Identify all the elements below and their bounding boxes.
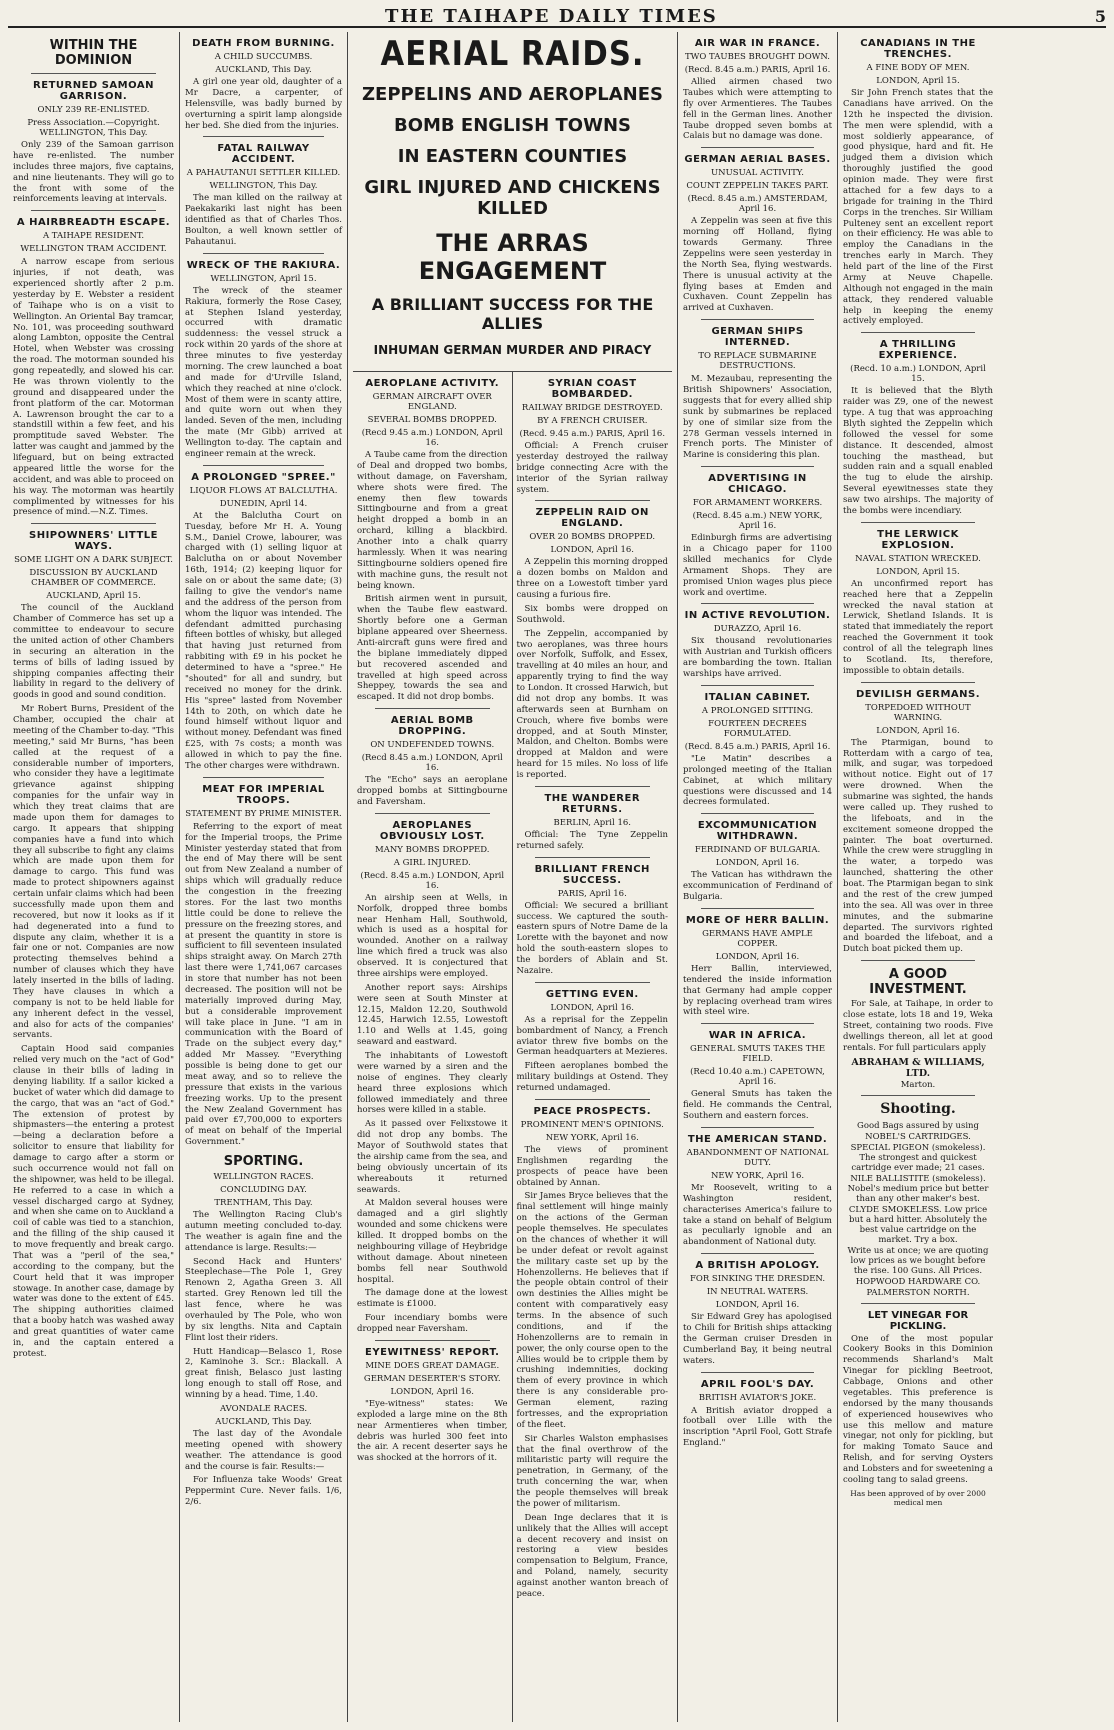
article-headline: DEATH FROM BURNING. bbox=[192, 38, 335, 49]
ad-shooting-line: SPECIAL PIGEON (smokeless). The strongest and quickest cartridge ever made; 21 cases. bbox=[850, 1142, 986, 1173]
article-paragraph: M. Mezaubau, representing the British Shipowners' Association, suggests that for every allied ship sunk by submarines be replaced by one of similar size from the 278 German vessels interned in French ports. The Minister of Marine is considering this plan. bbox=[683, 374, 832, 461]
article-headline: THE WANDERER RETURNS. bbox=[544, 792, 641, 815]
column-center bbox=[348, 32, 678, 1722]
article-subheadline: GERMAN DESERTER'S STORY. bbox=[363, 1373, 501, 1384]
article-paragraph: The Zeppelin, accompanied by two aeroplanes, was three hours over Norfolk, Suffolk, and Essex, travelling at 40 miles an hour, and apparently trying to find the way to London. It crossed Harwich, but did not drop any bombs. It was afterwards seen at Burnham on Crouch, where five bombs were dropped, and at South Minster, Maldon, and Chelton. Bombs were dropped at Maldon and were heard for 15 miles. No loss of life is reported. bbox=[516, 628, 668, 780]
article-paragraph: At Maldon several houses were damaged and a girl slightly wounded and some chickens were killed. It dropped bombs on the neighbouring village of Heybridge without damage. About nineteen bombs fell near Southwold hospital. bbox=[357, 1198, 508, 1285]
ad-shooting-line: NOBEL'S CARTRIDGES. bbox=[865, 1131, 971, 1142]
article-subheadline: UNUSUAL ACTIVITY. bbox=[710, 168, 805, 179]
headline-allies: A BRILLIANT SUCCESS FOR THE ALLIES bbox=[371, 295, 654, 333]
column-5-news bbox=[843, 38, 993, 955]
article-subheadline: TORPEDOED WITHOUT WARNING. bbox=[865, 702, 971, 723]
headline-sub-4: GIRL INJURED AND CHICKENS KILLED bbox=[364, 177, 661, 219]
column-5 bbox=[838, 32, 998, 1722]
headline-sub-1: ZEPPELINS AND AEROPLANES bbox=[362, 84, 663, 105]
article-paragraph: A Zeppelin was seen at five this morning off Holland, flying towards Germany. Three Zeppelins were seen yesterday in the North Sea, flying westwards. There is unusual activity at the flying bases at Emden and Cuxhaven. Count Zeppelin has arrived at Cuxhaven. bbox=[683, 216, 832, 314]
article-paragraph: Allied airmen chased two Taubes which were attempting to fly over Armentieres. The Taubes fell in the German lines. Another Taube dropped seven bombs at Calais but no damage was done. bbox=[683, 77, 832, 142]
divider bbox=[375, 813, 490, 814]
article-paragraph: Sir John French states that the Canadians have arrived. On the 12th he inspected the division. The men were splendid, with a most soldierly appearance, of good physique, hard and fit. He judged them a division which thoroughly justified the good opinion made. They were first attached for a few days to a brigade for training in the Third Corps in the trenches. Sir William Pulteney sent an excellent report on their efficiency. He was able to employ the Canadians in the trenches early in March. They held part of the line of the First Army at Neuve Chapelle. Although not engaged in the main attack, they rendered valuable help in keeping the enemy actively employed. bbox=[843, 88, 993, 327]
divider bbox=[861, 522, 975, 523]
divider bbox=[203, 777, 324, 778]
article-paragraph: Second Hack and Hunters' Steeplechase—The Pole 1, Grey Renown 2, Agatha Green 3. All started. Grey Renown led till the last fence, where he was overhauled by The Pole, who won by six lengths. Nita and Captain Flint lost their riders. bbox=[185, 1256, 342, 1343]
article-paragraph: The "Echo" says an aeroplane dropped bombs at Sittingbourne and Faversham. bbox=[357, 775, 508, 807]
article-dateline: BERLIN, April 16. bbox=[553, 817, 631, 828]
article-subheadline: ABANDONMENT OF NATIONAL DUTY. bbox=[686, 1147, 829, 1168]
article-dateline: (Recd. 10 a.m.) LONDON, April 15. bbox=[850, 364, 986, 385]
ad-investment-place: Marton. bbox=[900, 1079, 936, 1090]
article-paragraph: General Smuts has taken the field. He commands the Central, Southern and eastern forces. bbox=[683, 1089, 832, 1121]
divider bbox=[861, 960, 975, 961]
center-left-column bbox=[353, 372, 513, 1722]
article-subheadline: AVONDALE RACES. bbox=[219, 1403, 308, 1414]
article-dateline: AUCKLAND, This Day. bbox=[215, 1416, 312, 1427]
article-headline: A PROLONGED "SPREE." bbox=[191, 471, 336, 483]
article-subheadline: TWO TAUBES BROUGHT DOWN. bbox=[684, 52, 831, 62]
article-subheadline: PROMINENT MEN'S OPINIONS. bbox=[520, 1119, 664, 1130]
article-dateline: AUCKLAND, April 15. bbox=[46, 591, 141, 602]
divider bbox=[701, 466, 814, 467]
article-paragraph: An airship seen at Wells, in Norfolk, dropped three bombs near Henham Hall, Southwold, which is used as a hospital for wounded. Another on a railway line which fired a truck was also observed. It is conjectured that three airships were employed. bbox=[357, 892, 508, 979]
article-headline: RETURNED SAMOAN GARRISON. bbox=[33, 80, 154, 102]
article-headline: ZEPPELIN RAID ON ENGLAND. bbox=[535, 507, 649, 530]
ad-shooting-line: Write us at once; we are quoting low prices as we bought before the rise. 100 Guns. All Prices. bbox=[847, 1245, 989, 1276]
article-headline: DEVILISH GERMANS. bbox=[855, 688, 981, 700]
divider bbox=[861, 1095, 975, 1096]
divider bbox=[375, 1340, 490, 1341]
article-dateline: NEW YORK, April 16. bbox=[710, 1170, 805, 1181]
article-subheadline: COUNT ZEPPELIN TAKES PART. bbox=[686, 181, 829, 192]
article-subheadline: ON UNDEFENDED TOWNS. bbox=[370, 740, 495, 751]
article-dateline: (Recd. 8.45 a.m.) PARIS, April 16. bbox=[684, 741, 831, 752]
masthead bbox=[8, 6, 1106, 28]
article-headline: AEROPLANE ACTIVITY. bbox=[365, 378, 500, 389]
article-subheadline: NAVAL STATION WRECKED. bbox=[855, 553, 981, 564]
article-subheadline: LIQUOR FLOWS AT BALCLUTHA. bbox=[189, 485, 338, 496]
article-dateline: WELLINGTON, April 15. bbox=[210, 273, 317, 284]
divider bbox=[701, 908, 814, 909]
article-headline: WRECK OF THE RAKIURA. bbox=[186, 259, 341, 271]
divider bbox=[861, 1303, 975, 1304]
divider bbox=[701, 147, 814, 148]
divider bbox=[535, 857, 651, 858]
article-paragraph: Captain Hood said companies relied very much on the "act of God" clause in their bills of lading in denying liability. If a sailor kicked a bucket of water which did damage to the cargo, that was an "act of God." The extension of protest by shipmasters—the entering a protest—being a declaration before a solicitor to ensure that liability for damage to cargo after a storm or such occurrence would not fall on the shipowner, was held to be illegal. He referred to a case in which a vessel discharged cargo at Sydney, and when she came on to Auckland a coil of cable was tied to a stanchion, and the filling of the ship caused it to move frequently and break cargo. That was a "peril of the sea," according to the company, but the Court held that it was improper stowage. In another case, damage by water was done to the extent of £45. The shipping authorities claimed that a booby hatch was washed away and great quantities of water came in, and the captain entered a protest. bbox=[13, 1044, 174, 1359]
article-paragraph: The Ptarmigan, bound to Rotterdam with a cargo of tea, milk, and sugar, was torpedoed without notice. Eight out of 17 were drowned. When the submarine was sighted, the hands were called up. They rushed to the lifeboats, and in the excitement someone dropped the painter. The boat overturned. While the crew were struggling in the water, a torpedo was launched, shattering the other boat. The Ptarmigan began to sink and the rest of the crew jumped into the sea. All was over in three minutes, and the submarine departed. The survivors righted and boarded the lifeboat, and a Dutch boat picked them up. bbox=[843, 737, 993, 955]
article-paragraph: Another report says: Airships were seen at South Minster at 12.15, Maldon 12.20, Southwold 12.45, Harwich 12.55, Lowestoft 1.10 and Wells at 1.45, going seaward and eastward. bbox=[357, 982, 508, 1048]
headline-main: AERIAL RAIDS. bbox=[380, 34, 645, 74]
article-dateline: (Recd. 9.45 a.m.) PARIS, April 16. bbox=[519, 429, 666, 439]
section-headline: WITHIN THE DOMINION bbox=[49, 38, 138, 68]
article-dateline: DUNEDIN, April 14. bbox=[219, 498, 308, 509]
article-paragraph: Edinburgh firms are advertising in a Chicago paper for 1100 skilled mechanics for Clyde Armament Shops. They are promised Union wages plus piece work and overtime. bbox=[683, 533, 832, 598]
article-subheadline: MINE DOES GREAT DAMAGE. bbox=[365, 1360, 500, 1371]
article-paragraph: Sir Edward Grey has apologised to Chili for British ships attacking the German cruiser Dresden in Cumberland Bay, it being neutral waters. bbox=[683, 1312, 832, 1366]
ad-investment-title: A GOOD INVESTMENT. bbox=[869, 967, 967, 998]
article-subheadline: SOME LIGHT ON A DARK SUBJECT. bbox=[14, 555, 173, 566]
divider bbox=[701, 1372, 814, 1373]
article-paragraph: Hutt Handicap—Belasco 1, Rose 2, Kaminohe 3. Scr.: Blackall. A great finish, Belasco just lasting long enough to stall off Rose, and winning by a head. Time, 1.40. bbox=[185, 1346, 342, 1400]
article-dateline: LONDON, April 15. bbox=[876, 566, 960, 577]
article-headline: AIR WAR IN FRANCE. bbox=[694, 38, 821, 49]
article-dateline: (Recd. 8.45 a.m.) NEW YORK, April 16. bbox=[692, 511, 823, 532]
article-paragraph: For Influenza take Woods' Great Peppermint Cure. Never fails. 1/6, 2/6. bbox=[185, 1475, 342, 1508]
divider bbox=[203, 253, 324, 254]
article-subheadline: STATEMENT BY PRIME MINISTER. bbox=[185, 808, 342, 819]
section-headline: SPORTING. bbox=[223, 1154, 304, 1169]
ad-shooting-line: HOPWOOD HARDWARE CO. bbox=[855, 1276, 981, 1287]
article-headline: APRIL FOOL'S DAY. bbox=[700, 1378, 815, 1390]
article-headline: EYEWITNESS' REPORT. bbox=[365, 1346, 500, 1358]
article-dateline: LONDON, April 15. bbox=[876, 76, 960, 86]
divider bbox=[701, 1023, 814, 1024]
columns bbox=[8, 32, 1106, 1722]
article-subheadline: A GIRL INJURED. bbox=[393, 857, 471, 868]
article-paragraph: Official: A French cruiser yesterday destroyed the railway bridge connecting Acre with the interior of the Syrian railway system. bbox=[516, 441, 668, 495]
article-headline: SYRIAN COAST BOMBARDED. bbox=[547, 378, 637, 400]
article-headline: GETTING EVEN. bbox=[545, 988, 639, 1000]
article-subheadline: GENERAL SMUTS TAKES THE FIELD. bbox=[689, 1044, 826, 1065]
article-subheadline: A PAHAUTANUI SETTLER KILLED. bbox=[186, 168, 341, 179]
article-paragraph: Official: The Tyne Zeppelin returned safely. bbox=[516, 829, 668, 851]
article-paragraph: The man killed on the railway at Paekakariki last night has been identified as that of Charles Thos. Boulton, a well known settler of Pahautanui. bbox=[185, 193, 342, 247]
article-paragraph: Only 239 of the Samoan garrison have re-enlisted. The number includes three majors, five captains, and nine lieutenants. They will go to the front with some of the reinforcements leaving at intervals. bbox=[13, 140, 174, 205]
ad-shooting-lines bbox=[843, 1121, 993, 1298]
article-paragraph: A girl one year old, daughter of a Mr Dacre, a carpenter, of Helensville, was badly burned by overturning a spirit lamp alongside her bed. She died from the injuries. bbox=[185, 77, 342, 131]
article-subheadline: IN NEUTRAL WATERS. bbox=[706, 1287, 809, 1298]
divider bbox=[31, 210, 156, 211]
article-paragraph: The council of the Auckland Chamber of Commerce has set up a committee to endeavour to secure the united action of other Chambers in securing an alteration in the terms of bills of lading issued by shipping companies affecting their liability in regard to the delivery of goods in good and sound condition. bbox=[13, 603, 174, 701]
ad-shooting-line: CLYDE SMOKELESS. Low price but a hard hitter. Absolutely the best value cartridge on the market. Try a box. bbox=[848, 1204, 988, 1245]
ad-investment bbox=[843, 967, 993, 1089]
divider bbox=[701, 1253, 814, 1254]
article-headline: SHIPOWNERS' LITTLE WAYS. bbox=[29, 530, 158, 553]
ad-shooting-line: PALMERSTON NORTH. bbox=[866, 1287, 970, 1298]
article-headline: EXCOMMUNICATION WITHDRAWN. bbox=[697, 820, 818, 843]
article-paragraph: The Vatican has withdrawn the excommunication of Ferdinand of Bulgaria. bbox=[683, 870, 832, 902]
article-headline: A THRILLING EXPERIENCE. bbox=[878, 339, 958, 362]
article-dateline: LONDON, April 16. bbox=[550, 545, 634, 556]
article-headline: MORE OF HERR BALLIN. bbox=[685, 914, 830, 926]
divider bbox=[535, 786, 651, 787]
article-subheadline: ONLY 239 RE-ENLISTED. bbox=[37, 105, 150, 115]
divider bbox=[203, 136, 324, 137]
article-paragraph: "Le Matin" describes a prolonged meeting of the Italian Cabinet, at which military questions were discussed and 14 decrees formulated. bbox=[683, 753, 832, 808]
headline-sub-3: IN EASTERN COUNTIES bbox=[397, 146, 628, 167]
article-headline: AERIAL BOMB DROPPING. bbox=[390, 715, 474, 738]
article-paragraph: It is believed that the Blyth raider was Z9, one of the newest type. A tug that was approaching Blyth sighted the Zeppelin which followed the vessel for some distance. It descended, almost touching the masthead, but sudden rain and a squall enabled the tug to elude the airship. Several eyewitnesses state they saw two airships. The majority of the bombs were incendiary. bbox=[843, 386, 993, 516]
article-headline: GERMAN AERIAL BASES. bbox=[684, 154, 831, 166]
article-dateline: NEW YORK, April 16. bbox=[545, 1132, 639, 1143]
article-subheadline: A TAIHAPE RESIDENT. bbox=[42, 231, 145, 242]
divider bbox=[701, 1127, 814, 1128]
article-subheadline: WELLINGTON RACES. bbox=[213, 1172, 314, 1182]
article-dateline: LONDON, April 16. bbox=[715, 858, 800, 869]
ad-shooting-line: NILE BALLISTITE (smokeless). Nobel's medium price but better than any other maker's best. bbox=[847, 1173, 989, 1204]
article-dateline: DURAZZO, April 16. bbox=[713, 624, 802, 635]
article-subheadline: GERMAN AIRCRAFT OVER ENGLAND. bbox=[372, 392, 492, 412]
masthead-title: THE TAIHAPE DAILY TIMES bbox=[385, 6, 718, 27]
article-dateline: (Recd 10.40 a.m.) CAPETOWN, April 16. bbox=[690, 1067, 825, 1088]
divider bbox=[535, 500, 651, 501]
article-dateline: (Recd 8.45 a.m.) LONDON, April 16. bbox=[361, 753, 503, 774]
article-subheadline: BRITISH AVIATOR'S JOKE. bbox=[698, 1392, 817, 1403]
divider bbox=[375, 708, 490, 709]
headline-banner bbox=[353, 32, 672, 371]
headline-piracy: INHUMAN GERMAN MURDER AND PIRACY bbox=[373, 343, 652, 357]
headline-arras: THE ARRAS ENGAGEMENT bbox=[418, 229, 607, 285]
article-headline: IN ACTIVE REVOLUTION. bbox=[684, 610, 831, 622]
article-headline: ADVERTISING IN CHICAGO. bbox=[708, 473, 807, 496]
article-dateline: (Recd 9.45 a.m.) LONDON, April 16. bbox=[361, 428, 503, 448]
divider bbox=[701, 603, 814, 604]
article-headline: MEAT FOR IMPERIAL TROOPS. bbox=[202, 783, 325, 806]
article-paragraph: Mr Robert Burns, President of the Chamber, occupied the chair at meeting of the Chamber to-day. "This meeting," said Mr Burns, "has been called at the request of a considerable number of importers, who consider they have a legitimate grievance against shipping companies for the unfair way in which they treat claims that are made upon them for damages to cargo. It appears that shipping companies have a fund into which they all subscribe to fight any claims which are made upon them for damage to cargo. This fund was made to protect shipowners against certain unfair claims which had been successfully made upon them and recovered, but now it looks as if it had degenerated into a fund to dispute any claim, whether it is a fair one or not. Companies are now protecting themselves behind a number of clauses which they have lately inserted in the bills of lading. They have clauses in which a company is not to be held liable for any inherent defect in the vessel, and also for acts of the companies' servants. bbox=[13, 704, 174, 1041]
divider bbox=[203, 465, 324, 466]
article-paragraph: The wreck of the steamer Rakiura, formerly the Rose Casey, at Stephen Island yesterday, occurred with dramatic suddenness: the vessel struck a rock within 20 yards of the shore at three minutes to five yesterday morning. The crew launched a boat and made for d'Urville Island, which they reached at nine o'clock. Most of them were in scanty attire, and quite worn out when they landed. Seven of the men, including the mate (Mr Gibb) arrived at Wellington to-day. The captain and engineer remain at the wreck. bbox=[185, 285, 342, 459]
article-paragraph: The damage done at the lowest estimate is £1000. bbox=[357, 1288, 508, 1310]
article-dateline: LONDON, April 16. bbox=[550, 1002, 634, 1013]
divider bbox=[701, 685, 814, 686]
headline-sub-2: BOMB ENGLISH TOWNS bbox=[394, 115, 631, 136]
article-subheadline: FOURTEEN DECREES FORMULATED. bbox=[708, 718, 807, 739]
article-headline: AEROPLANES OBVIOUSLY LOST. bbox=[379, 819, 485, 842]
article-subheadline: FERDINAND OF BULGARIA. bbox=[694, 845, 821, 856]
article-paragraph: A British aviator dropped a football over Lille with the inscription "April Fool, Gott Strafe England." bbox=[683, 1405, 832, 1449]
page-number: 5 bbox=[1094, 7, 1106, 26]
article-paragraph: The Wellington Racing Club's autumn meeting concluded to-day. The weather is again fine and the attendance is large. Results:— bbox=[185, 1210, 342, 1253]
article-dateline: WELLINGTON, This Day. bbox=[209, 181, 318, 192]
article-paragraph: Sir Charles Walston emphasises that the final overthrow of the militaristic party will require the penetration, in Germany, of the truth concerning the war, when the people themselves will break the power of militarism. bbox=[516, 1433, 668, 1509]
article-subheadline: A PROLONGED SITTING. bbox=[701, 705, 814, 716]
ad-vinegar-text: One of the most popular Cookery Books in this Dominion recommends Sharland's Malt Vinegar for pickling Beetroot, Cabbage, Onions and other vegetables. This preference is endorsed by the many thousands of experienced housewives who use this mellow and mature vinegar, not only for pickling, but for making Tomato Sauce and Relish, and for serving Oysters and Lobsters and for sweetening a cooling tang to salad greens. bbox=[843, 1333, 993, 1485]
article-headline: PEACE PROSPECTS. bbox=[533, 1105, 652, 1117]
article-dateline: (Recd. 8.45 a.m.) LONDON, April 16. bbox=[360, 870, 505, 891]
ad-vinegar bbox=[843, 1310, 993, 1507]
divider bbox=[701, 813, 814, 814]
article-subheadline: TO REPLACE SUBMARINE DESTRUCTIONS. bbox=[698, 351, 817, 372]
article-subheadline: RAILWAY BRIDGE DESTROYED. bbox=[521, 403, 663, 413]
article-paragraph: Fifteen aeroplanes bombed the military buildings at Ostend. They returned undamaged. bbox=[516, 1061, 668, 1093]
ad-vinegar-title: LET VINEGAR FOR PICKLING. bbox=[867, 1309, 969, 1332]
article-headline: ITALIAN CABINET. bbox=[704, 691, 811, 703]
divider bbox=[861, 332, 975, 333]
article-subheadline: A CHILD SUCCUMBS. bbox=[214, 52, 313, 62]
column-2 bbox=[180, 32, 348, 1722]
article-headline: A HAIRBREADTH ESCAPE. bbox=[16, 217, 171, 229]
article-headline: THE LERWICK EXPLOSION. bbox=[877, 528, 959, 551]
article-paragraph: Mr Roosevelt, writing to a Washington resident, characterises America's failure to take a stand on behalf of Belgium as peculiarly ignoble and an abandonment of National duty. bbox=[683, 1182, 832, 1248]
article-subheadline: BY A FRENCH CRUISER. bbox=[537, 416, 648, 426]
divider bbox=[535, 982, 651, 983]
ad-footer-note: Has been approved of by over 2000 medical men bbox=[850, 1488, 986, 1507]
article-paragraph: Herr Ballin, interviewed, tendered the inside information that Germany had ample copper by replacing overhead tram wires with steel wire. bbox=[683, 963, 832, 1018]
article-dateline: LONDON, April 16. bbox=[715, 1300, 800, 1311]
article-headline: THE AMERICAN STAND. bbox=[687, 1133, 828, 1145]
article-subheadline: WELLINGTON TRAM ACCIDENT. bbox=[20, 244, 167, 255]
ad-shooting-title: Shooting. bbox=[880, 1100, 956, 1117]
article-paragraph: A Taube came from the direction of Deal and dropped two bombs, without damage, on Faversham, where shots were fired. The enemy then flew towards Sittingbourne and from a great height dropped a bomb in an orchard, killing a blackbird. Another into a chalk quarry harmlessly. When it was nearing Sittingbourne soldiers opened fire with machine guns, the result not being known. bbox=[357, 450, 508, 591]
center-right-column bbox=[513, 372, 673, 1722]
article-subheadline: GERMANS HAVE AMPLE COPPER. bbox=[702, 928, 813, 949]
center-subcolumns bbox=[353, 371, 672, 1722]
article-dateline: Press Association.—Copyright. WELLINGTON, This Day. bbox=[27, 118, 160, 138]
article-paragraph: Dean Inge declares that it is unlikely that the Allies will accept a decent recovery and insist on restoring a view besides compensation to Belgium, France, and Poland, namely, security against another wanton breach of peace. bbox=[516, 1512, 668, 1599]
article-headline: BRILLIANT FRENCH SUCCESS. bbox=[534, 863, 650, 886]
article-paragraph: An unconfirmed report has reached here that a Zeppelin wrecked the naval station at Lerwick, Shetland Islands. It is stated that immediately the report reached the Government it took control of all the telegraph lines to Scotland. Its, therefore, impossible to obtain details. bbox=[843, 578, 993, 676]
article-paragraph: Official: We secured a brilliant success. We captured the south-eastern spurs of Notre Dame de la Lorette with the bayonet and now hold the south-eastern slopes to the borders of Ablain and St. Nazaire. bbox=[516, 900, 668, 976]
divider bbox=[535, 1099, 651, 1100]
article-dateline: LONDON, April 16. bbox=[876, 725, 960, 736]
article-paragraph: "Eye-witness" states: We exploded a large mine on the 8th near Armentieres when timber, debris was hurled 300 feet into the air. A recent deserter says he was shocked at the horrors of it. bbox=[357, 1398, 508, 1464]
article-subheadline: OVER 20 BOMBS DROPPED. bbox=[529, 532, 656, 543]
article-subheadline: DISCUSSION BY AUCKLAND CHAMBER OF COMMERCE. bbox=[29, 568, 158, 589]
article-paragraph: Referring to the export of meat for the Imperial troops, the Prime Minister yesterday stated that from the end of May there will be sent out from New Zealand a number of ships which will gradually reduce the congestion in the freezing stores. For the last two months little could be done to relieve the pressure on the freezing stores, and at present the quantity in store is sufficient to fill seventeen insulated ships straight away. On March 27th last there were 1,741,067 carcases in store that number has not been decreased. The position will not be materially improved during May, but a considerable improvement will take place in June. "I am in communication with the Board of Trade on the subject every day," added Mr Massey. "Everything possible is being done to get our meat away, and so to relieve the pressure that exists in the various freezing works. Up to the present the New Zealand Government has paid over £7,700,000 to exporters of meat on behalf of the Imperial Government." bbox=[185, 821, 342, 1148]
article-headline: CANADIANS IN THE TRENCHES. bbox=[860, 38, 976, 60]
article-paragraph: Six bombs were dropped on Southwold. bbox=[516, 603, 668, 625]
article-dateline: AUCKLAND, This Day. bbox=[215, 65, 312, 75]
divider bbox=[31, 523, 156, 524]
article-paragraph: Four incendiary bombs were dropped near Faversham. bbox=[357, 1313, 508, 1334]
article-dateline: LONDON, April 16. bbox=[390, 1386, 474, 1397]
article-paragraph: A narrow escape from serious injuries, if not death, was experienced shortly after 2 p.m. yesterday by E. Webster a resident of Taihape who is on a visit to Wellington. An Oriental Bay tramcar, No. 101, was proceeding southward along Lambton, opposite the Central Hotel, when Webster was crossing the road. The motorman sounded his gong repeatedly, and slowed his car. He was thrown violently to the ground and disappeared under the front platform of the car. Motorman A. Lawrenson brought the car to a standstill within a few feet, and his promptitude saved Webster. The latter was caught and jammed by the lifeguard, but on being extracted appeared little the worse for the accident, and was able to proceed on his way. The motorman was heartily complimented by witnesses for his presence of mind.—N.Z. Times. bbox=[13, 257, 174, 518]
column-1 bbox=[8, 32, 180, 1722]
ad-investment-agent: ABRAHAM & WILLIAMS, LTD. bbox=[851, 1056, 985, 1079]
article-paragraph: The last day of the Avondale meeting opened with showery weather. The attendance is good and the course is fair. Results:— bbox=[185, 1428, 342, 1472]
article-paragraph: The views of prominent Englishmen regarding the prospects of peace have been obtained by Annan. bbox=[516, 1144, 668, 1188]
ad-shooting bbox=[843, 1101, 993, 1298]
ad-shooting-line: Good Bags assured by using bbox=[857, 1120, 979, 1131]
ad-investment-text: For Sale, at Taihape, in order to close estate, lots 18 and 19, Weka Street, containing two roods. Five dwellings thereon, all let at good rentals. For full particulars apply bbox=[843, 999, 993, 1053]
article-headline: WAR IN AFRICA. bbox=[708, 1030, 807, 1042]
article-paragraph: At the Balclutha Court on Tuesday, before Mr H. A. Young S.M., Daniel Crowe, labourer, was charged with (1) selling liquor at Balclutha on or about November 16th, 1914; (2) keeping liquor for sale on or about the same date; (3) failing to give the vendor's name and the address of the person from whom the liquor was intended. The defendant admitted purchasing fifteen bottles of whisky, but alleged that having just returned from rabbiting with £9 in his pocket he determined to have a "spree." He "shouted" for all and sundry, but received no money for the drink. His "spree" lasted from November 14th to 20th, on which date he found himself without liquor and without money. Defendant was fined £25, with 7s costs; a month was allowed in which to pay the fine. The other charges were withdrawn. bbox=[185, 510, 342, 771]
divider bbox=[701, 319, 814, 320]
article-headline: A BRITISH APOLOGY. bbox=[695, 1260, 820, 1272]
article-subheadline: A FINE BODY OF MEN. bbox=[866, 63, 970, 73]
article-paragraph: As a reprisal for the Zeppelin bombardment of Nancy, a French aviator threw five bombs on the German headquarters at Mezieres. bbox=[516, 1014, 668, 1058]
article-dateline: LONDON, April 16. bbox=[715, 951, 800, 962]
article-subheadline: MANY BOMBS DROPPED. bbox=[375, 844, 490, 855]
article-paragraph: British airmen went in pursuit, when the Taube flew eastward. Shortly before one a German biplane appeared over Sheerness. Anti-aircraft guns were fired and the biplane immediately dipped but recovered ascended and travelled at high speed across Sheppey, towards the sea and escaped. It did not drop bombs. bbox=[357, 594, 508, 703]
article-subheadline: SEVERAL BOMBS DROPPED. bbox=[367, 415, 497, 425]
divider bbox=[31, 73, 156, 74]
article-subheadline: FOR ARMAMENT WORKERS. bbox=[692, 498, 823, 509]
article-subheadline: FOR SINKING THE DRESDEN. bbox=[689, 1274, 826, 1285]
article-dateline: TRENTHAM, This Day. bbox=[214, 1198, 313, 1208]
article-dateline: (Recd. 8.45 a.m.) PARIS, April 16. bbox=[684, 65, 831, 75]
article-paragraph: The inhabitants of Lowestoft were warned by a siren and the noise of engines. They clearly heard three explosions which followed immediately and three horses were killed in a stable. bbox=[357, 1051, 508, 1116]
article-subheadline: CONCLUDING DAY. bbox=[220, 1185, 307, 1195]
article-dateline: PARIS, April 16. bbox=[557, 888, 627, 899]
article-paragraph: A Zeppelin this morning dropped a dozen bombs on Maldon and three on a Lowestoft timber yard causing a furious fire. bbox=[516, 557, 668, 600]
article-headline: GERMAN SHIPS INTERNED. bbox=[711, 326, 804, 349]
article-paragraph: As it passed over Felixstowe it did not drop any bombs. The Mayor of Southwold states that the airship came from the sea, and being obviously uncertain of its whereabouts it returned seawards. bbox=[357, 1119, 508, 1195]
article-paragraph: Six thousand revolutionaries with Austrian and Turkish officers are bombarding the town. Italian warships have arrived. bbox=[683, 636, 832, 679]
article-paragraph: Sir James Bryce believes that the final settlement will hinge mainly on the actions of the German people themselves. He speculates on the chances of whether it will be under defeat or revolt against the military caste set up by the Hohenzollerns. He believes that if the people obtain control of their own destinies the Allies might be content with comparatively easy terms. In the absence of such conditions, and if the Hohenzollerns are to remain in power, the only course open to the Allies would be to cripple them by crushing indemnities, docking them of every province in which there is any considerable pro-German element, razing fortresses, and the expropriation of the fleet. bbox=[516, 1191, 668, 1430]
article-dateline: (Recd. 8.45 a.m.) AMSTERDAM, April 16. bbox=[687, 194, 828, 215]
article-headline: FATAL RAILWAY ACCIDENT. bbox=[217, 143, 310, 166]
divider bbox=[861, 682, 975, 683]
column-4 bbox=[678, 32, 838, 1722]
